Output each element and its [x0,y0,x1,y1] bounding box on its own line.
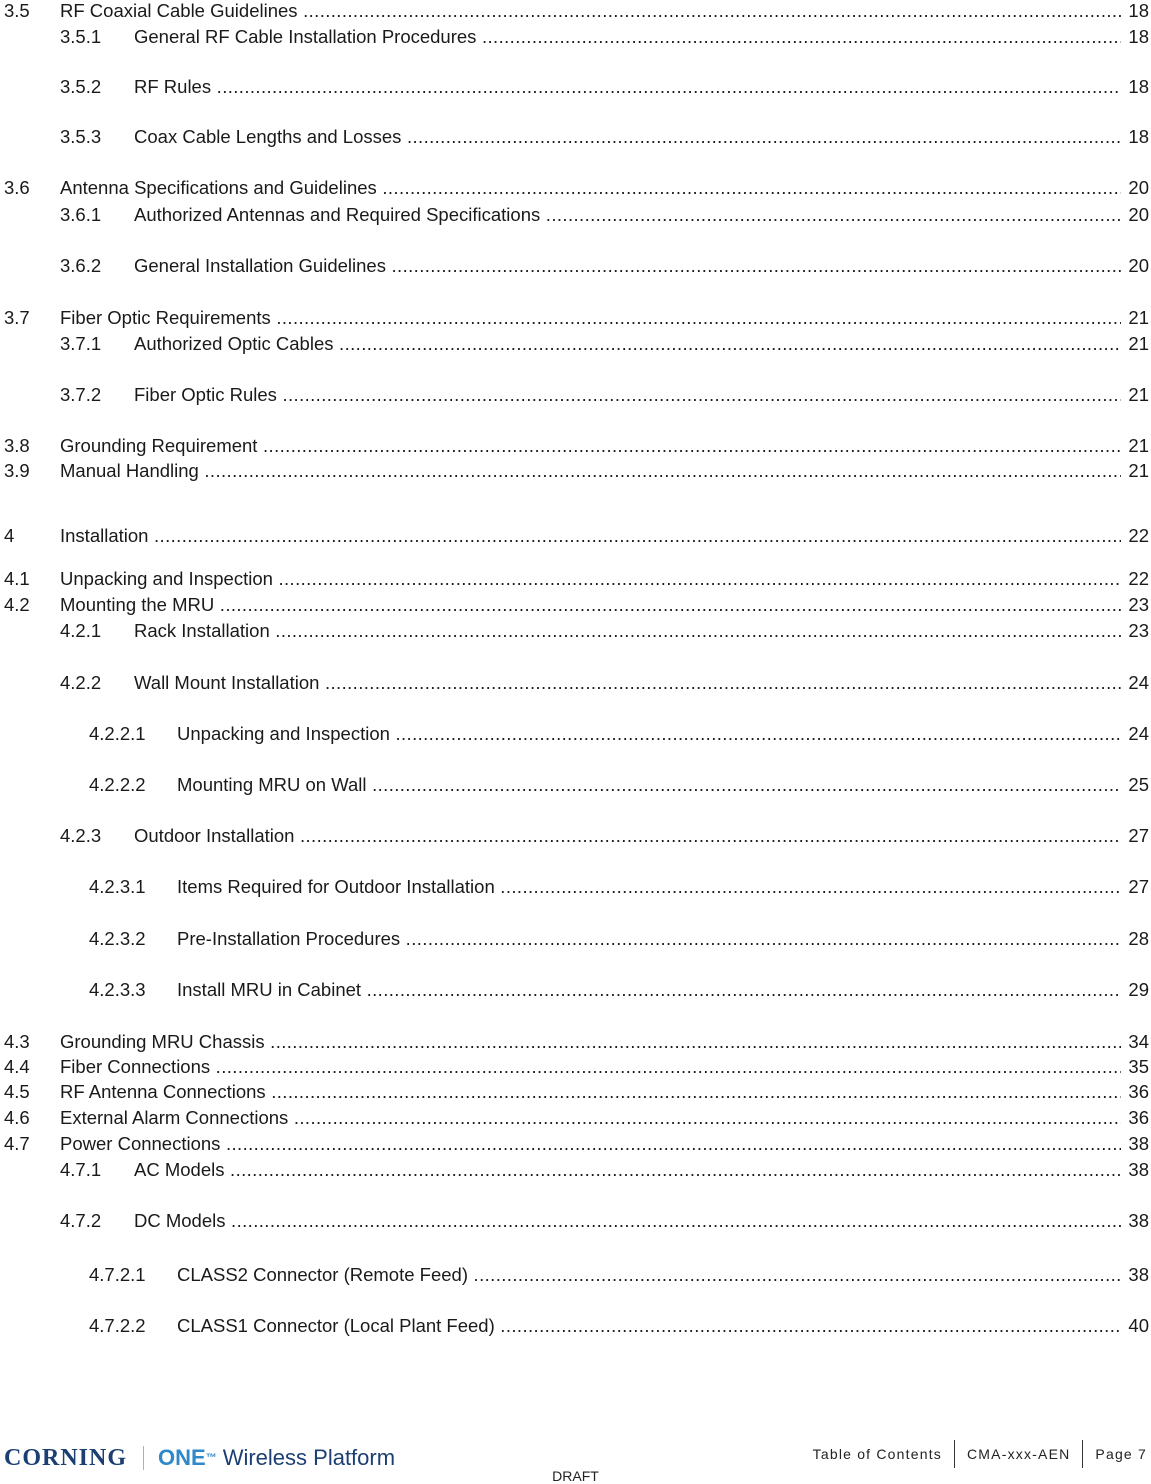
toc-page-number: 21 [1128,435,1149,456]
toc-page-number: 25 [1128,774,1149,795]
toc-title: Install MRU in Cabinet ..... [177,979,1121,1001]
toc-title: External Alarm Connections ..... [60,1107,1121,1129]
toc-page-number: 21 [1128,307,1149,328]
toc-number: 4.2.2.1 [89,723,146,744]
toc-title: DC Models ..... [134,1210,1121,1232]
toc-number: 3.6 [4,177,30,198]
toc-number: 4.4 [4,1056,30,1077]
toc-page-number: 40 [1128,1315,1149,1336]
toc-page-number: 20 [1128,177,1149,198]
toc-page-number: 27 [1128,876,1149,897]
toc-entry[interactable] [0,255,1151,277]
toc-page-number: 29 [1128,979,1149,1000]
toc-title: RF Antenna Connections ..... [60,1081,1121,1103]
logo-divider [143,1446,144,1470]
toc-title: RF Rules ..... [134,76,1121,98]
toc-entry[interactable] [0,525,1151,547]
toc-number: 4.2.3.1 [89,876,146,897]
toc-number: 4.2.3.2 [89,928,146,949]
toc-title: Unpacking and Inspection ..... [60,568,1121,590]
toc-entry[interactable] [0,460,1151,482]
toc-title: Items Required for Outdoor Installation ..... [177,876,1121,898]
draft-watermark-label: DRAFT [552,1468,599,1484]
toc-number: 4.6 [4,1107,30,1128]
toc-title: Fiber Connections ..... [60,1056,1121,1078]
toc-number: 4.7.2.2 [89,1315,146,1336]
toc-title: Fiber Optic Requirements ..... [60,307,1121,329]
toc-title: RF Coaxial Cable Guidelines ..... [60,0,1121,22]
toc-title: Coax Cable Lengths and Losses ..... [134,126,1121,148]
toc-page-number: 20 [1128,255,1149,276]
toc-title: Grounding Requirement ..... [60,435,1121,457]
platform-wordmark: Wireless Platform [222,1445,396,1470]
toc-page-number: 22 [1128,525,1149,546]
toc-page-number: 24 [1128,672,1149,693]
toc-page-number: 18 [1128,126,1149,147]
toc-number: 4 [4,525,15,546]
toc-entry[interactable] [0,1315,1151,1337]
toc-entry[interactable] [0,384,1151,406]
toc-title: Unpacking and Inspection ..... [177,723,1121,745]
footer-divider [1082,1440,1083,1468]
toc-number: 4.3 [4,1031,30,1052]
toc-entry[interactable] [0,333,1151,355]
toc-page-number: 27 [1128,825,1149,846]
toc-title: CLASS1 Connector (Local Plant Feed) ..... [177,1315,1121,1337]
toc-entry[interactable] [0,1210,1151,1232]
toc-entry[interactable] [0,435,1151,457]
toc-number: 4.2.2.2 [89,774,146,795]
toc-title: Fiber Optic Rules ..... [134,384,1121,406]
toc-title: Manual Handling ..... [60,460,1121,482]
toc-title: General Installation Guidelines ..... [134,255,1121,277]
footer-meta [813,1440,1147,1468]
toc-title: Outdoor Installation ..... [134,825,1121,847]
toc-title: Antenna Specifications and Guidelines ..... [60,177,1121,199]
toc-page-number: 24 [1128,723,1149,744]
toc-number: 3.6.1 [60,204,102,225]
toc-number: 3.7.2 [60,384,102,405]
toc-entry[interactable] [0,672,1151,694]
toc-page-number: 21 [1128,333,1149,354]
trademark-symbol: ™ [205,1452,217,1464]
toc-number: 4.2.2 [60,672,102,693]
toc-entry[interactable] [0,1133,1151,1155]
toc-number: 4.2.3.3 [89,979,146,1000]
footer-page-number: Page 7 [1095,1446,1147,1462]
toc-page-number: 21 [1128,384,1149,405]
toc-title: CLASS2 Connector (Remote Feed) ..... [177,1264,1121,1286]
toc-number: 3.5.1 [60,26,102,47]
toc-page-number: 28 [1128,928,1149,949]
toc-entry[interactable] [0,568,1151,590]
footer-divider [954,1440,955,1468]
corning-wordmark: CORNING [4,1444,128,1471]
toc-entry[interactable] [0,76,1151,98]
toc-number: 4.5 [4,1081,30,1102]
toc-title: Pre-Installation Procedures ..... [177,928,1121,950]
toc-page-number: 35 [1128,1056,1149,1077]
toc-entry[interactable] [0,26,1151,48]
toc-entry[interactable] [0,177,1151,199]
toc-title: Authorized Antennas and Required Specifications ..... [134,204,1121,226]
toc-page-number: 23 [1128,594,1149,615]
toc-title: Mounting MRU on Wall ..... [177,774,1121,796]
toc-title: Installation ..... [60,525,1121,547]
toc-title: General RF Cable Installation Procedures ..... [134,26,1121,48]
one-wordmark: ONE [158,1445,206,1470]
toc-title: Power Connections ..... [60,1133,1121,1155]
toc-page-number: 21 [1128,460,1149,481]
toc-entry[interactable] [0,1081,1151,1103]
toc-page-number: 36 [1128,1081,1149,1102]
toc-entry[interactable] [0,204,1151,226]
toc-number: 4.7 [4,1133,30,1154]
toc-page-number: 38 [1128,1210,1149,1231]
toc-number: 4.1 [4,568,30,589]
toc-number: 3.9 [4,460,30,481]
toc-number: 4.7.1 [60,1159,102,1180]
toc-entry[interactable] [0,1056,1151,1078]
toc-entry[interactable] [0,1264,1151,1286]
toc-number: 3.5.3 [60,126,102,147]
toc-number: 3.7 [4,307,30,328]
toc-title: Mounting the MRU ..... [60,594,1121,616]
toc-entry[interactable] [0,1031,1151,1053]
toc-entry[interactable] [0,723,1151,745]
toc-number: 3.6.2 [60,255,102,276]
toc-entry[interactable] [0,126,1151,148]
toc-entry[interactable] [0,876,1151,898]
toc-number: 4.7.2.1 [89,1264,146,1285]
footer-doc-id: CMA-xxx-AEN [967,1446,1071,1462]
toc-title: AC Models ..... [134,1159,1121,1181]
toc-entry[interactable] [0,307,1151,329]
toc-number: 4.2.3 [60,825,102,846]
toc-entry[interactable] [0,594,1151,616]
toc-page-number: 38 [1128,1159,1149,1180]
toc-page-number: 18 [1128,76,1149,97]
toc-number: 3.7.1 [60,333,102,354]
toc-number: 3.8 [4,435,30,456]
toc-title: Authorized Optic Cables ..... [134,333,1121,355]
toc-number: 4.7.2 [60,1210,102,1231]
toc-title: Rack Installation ..... [134,620,1121,642]
toc-page-number: 20 [1128,204,1149,225]
toc-entry[interactable] [0,928,1151,950]
toc-entry[interactable] [0,1159,1151,1181]
footer-section-label: Table of Contents [812,1446,942,1462]
toc-number: 4.2.1 [60,620,102,641]
toc-page-number: 38 [1128,1264,1149,1285]
toc-title: Wall Mount Installation ..... [134,672,1121,694]
toc-entry[interactable] [0,620,1151,642]
toc-entry[interactable] [0,979,1151,1001]
toc-title: Grounding MRU Chassis ..... [60,1031,1121,1053]
toc-entry[interactable] [0,774,1151,796]
page-footer [0,1436,1151,1482]
toc-page-number: 23 [1128,620,1149,641]
toc-page-number: 22 [1128,568,1149,589]
toc-entry[interactable] [0,0,1151,22]
toc-page-number: 36 [1128,1107,1149,1128]
toc-page-number: 18 [1128,26,1149,47]
toc-page-number: 34 [1128,1031,1149,1052]
toc-number: 3.5 [4,0,30,21]
toc-entry[interactable] [0,825,1151,847]
toc-entry[interactable] [0,1107,1151,1129]
toc-number: 4.2 [4,594,30,615]
toc-number: 3.5.2 [60,76,102,97]
toc-page-number: 18 [1128,0,1149,21]
toc-page-number: 38 [1128,1133,1149,1154]
